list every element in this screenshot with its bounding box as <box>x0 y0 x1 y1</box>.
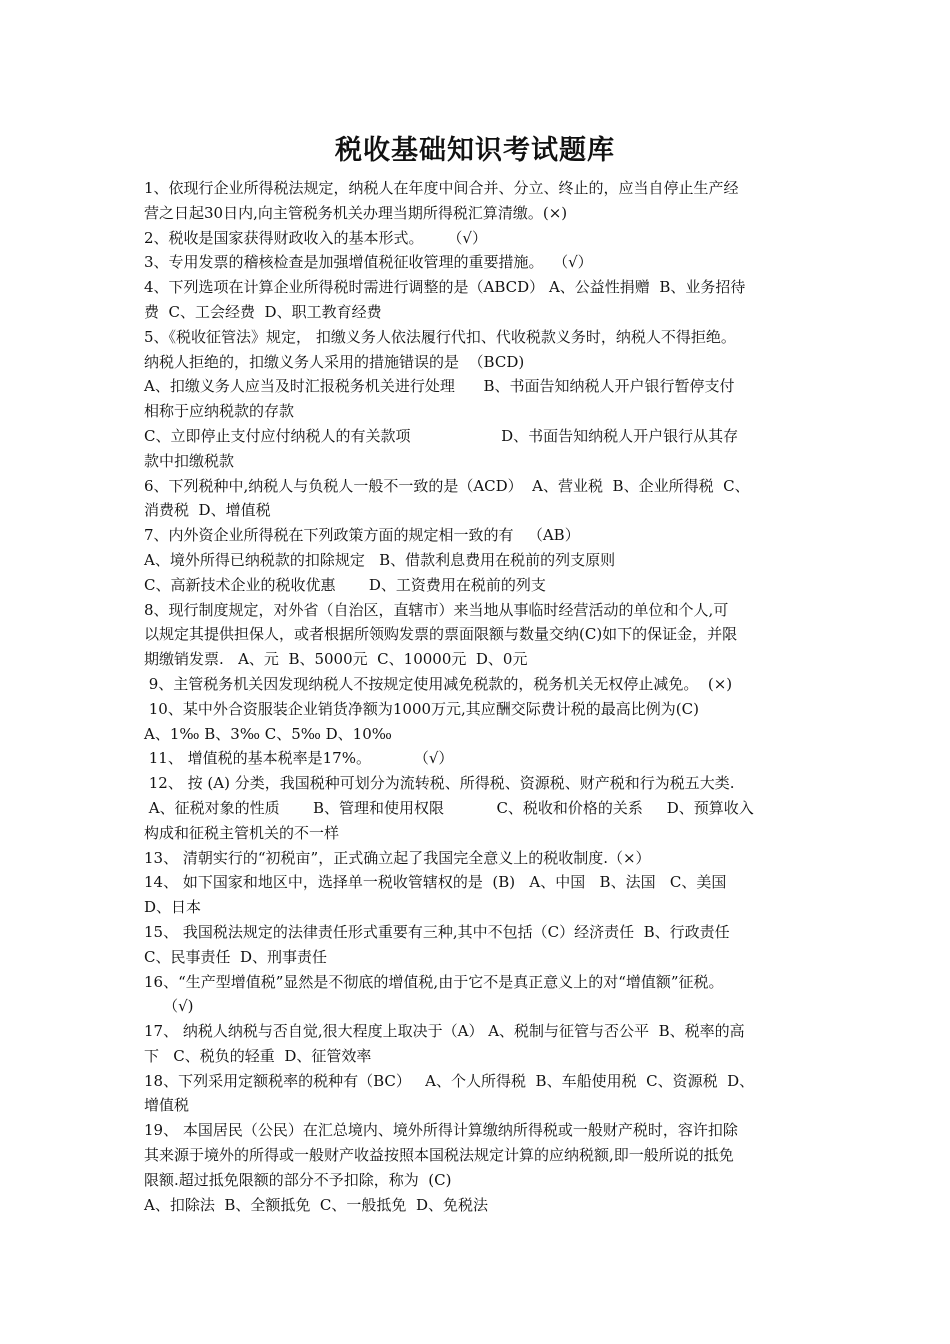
text-line: 3、专用发票的稽核检查是加强增值税征收管理的重要措施。 （√） <box>144 253 593 272</box>
text-line: 8、现行制度规定，对外省（自治区，直辖市）来当地从事临时经营活动的单位和个人,可 <box>144 600 729 619</box>
text-line: A、征税对象的性质 B、管理和使用权限 C、税收和价格的关系 D、预算收入 <box>144 798 754 817</box>
text-line: 营之日起30日内,向主管税务机关办理当期所得税汇算清缴。(×) <box>144 203 568 222</box>
text-line: 17、 纳税人纳税与否自觉,很大程度上取决于（A） A、税制与征管与否公平 B、税率的高 <box>144 1022 745 1041</box>
text-line: 4、下列选项在计算企业所得税时需进行调整的是（ABCD） A、公益性捐赠 B、业务招待 <box>144 278 746 297</box>
text-line: 相称于应纳税款的存款 <box>144 402 295 421</box>
text-line: 6、下列税种中,纳税人与负税人一般不一致的是（ACD） A、营业税 B、企业所得税 C、 <box>144 476 750 495</box>
text-line: 18、下列采用定额税率的税种有（BC） A、个人所得税 B、车船使用税 C、资源税 D、 <box>144 1071 755 1090</box>
text-line: C、民事责任 D、刑事责任 <box>144 947 328 966</box>
document-body <box>144 176 824 1217</box>
text-line: 下 C、税负的轻重 D、征管效率 <box>144 1046 372 1065</box>
text-line: 构成和征税主管机关的不一样 <box>144 823 340 842</box>
text-line: 16、“生产型增值税”显然是不彻底的增值税,由于它不是真正意义上的对“增值额”征税。 <box>144 972 724 991</box>
text-line: 19、 本国居民（公民）在汇总境内、境外所得计算缴纳所得税或一般财产税时，容许扣除 <box>144 1121 738 1140</box>
text-line: A、1‰ B、3‰ C、5‰ D、10‰ <box>144 724 392 743</box>
text-line: 2、税收是国家获得财政收入的基本形式。 （√） <box>144 228 487 247</box>
text-line: 7、内外资企业所得税在下列政策方面的规定相一致的有 （AB） <box>144 526 580 545</box>
text-line: 12、 按 (A) 分类，我国税种可划分为流转税、所得税、资源税、财产税和行为税五大类. <box>144 774 735 793</box>
text-line: 款中扣缴税款 <box>144 451 235 470</box>
text-line: 15、 我国税法规定的法律责任形式重要有三种,其中不包括（C）经济责任 B、行政责任 <box>144 922 730 941</box>
text-line: 期缴销发票. A、元 B、5000元 C、10000元 D、0元 <box>144 650 528 669</box>
text-line: A、扣缴义务人应当及时汇报税务机关进行处理 B、书面告知纳税人开户银行暂停支付 <box>144 377 735 396</box>
text-line: 费 C、工会经费 D、职工教育经费 <box>144 302 382 321</box>
document-title: 税收基础知识考试题库 <box>335 135 615 166</box>
text-line: 消费税 D、增值税 <box>144 501 271 520</box>
text-line: C、立即停止支付应付纳税人的有关款项 D、书面告知纳税人开户银行从其存 <box>144 426 739 445</box>
text-line: C、高新技术企业的税收优惠 D、工资费用在税前的列支 <box>144 575 546 594</box>
text-line: 9、主管税务机关因发现纳税人不按规定使用减免税款的，税务机关无权停止减免。 (×) <box>144 674 733 693</box>
text-line: 5、《税收征管法》规定， 扣缴义务人依法履行代扣、代收税款义务时，纳税人不得拒绝。 <box>144 327 736 346</box>
text-line: 限额.超过抵免限额的部分不予扣除，称为 (C) <box>144 1170 452 1189</box>
text-line: 14、 如下国家和地区中，选择单一税收管辖权的是 (B) A、中国 B、法国 C、美国 <box>144 873 727 892</box>
text-line: 以规定其提供担保人，或者根据所领购发票的票面限额与数量交纳(C)如下的保证金，并限 <box>144 625 738 644</box>
text-line: 纳税人拒绝的，扣缴义务人采用的措施错误的是 （BCD) <box>144 352 525 371</box>
text-line: D、日本 <box>144 898 202 917</box>
text-line: 增值税 <box>144 1096 190 1115</box>
text-line: 10、某中外合资服装企业销货净额为1000万元,其应酬交际费计税的最高比例为(C) <box>144 699 699 718</box>
text-line: 1、依现行企业所得税法规定，纳税人在年度中间合并、分立、终止的，应当自停止生产经 <box>144 179 739 197</box>
text-line: A、境外所得已纳税款的扣除规定 B、借款利息费用在税前的列支原则 <box>144 550 616 569</box>
text-line: 11、 增值税的基本税率是17%。 （√） <box>144 749 454 768</box>
text-line: （√) <box>144 997 194 1016</box>
text-line: 其来源于境外的所得或一般财产收益按照本国税法规定计算的应纳税额,即一般所说的抵免 <box>144 1146 734 1165</box>
text-line: A、扣除法 B、全额抵免 C、一般抵免 D、免税法 <box>144 1195 488 1214</box>
text-line: 13、 清朝实行的“初税亩”，正式确立起了我国完全意义上的税收制度.（×） <box>144 848 651 867</box>
